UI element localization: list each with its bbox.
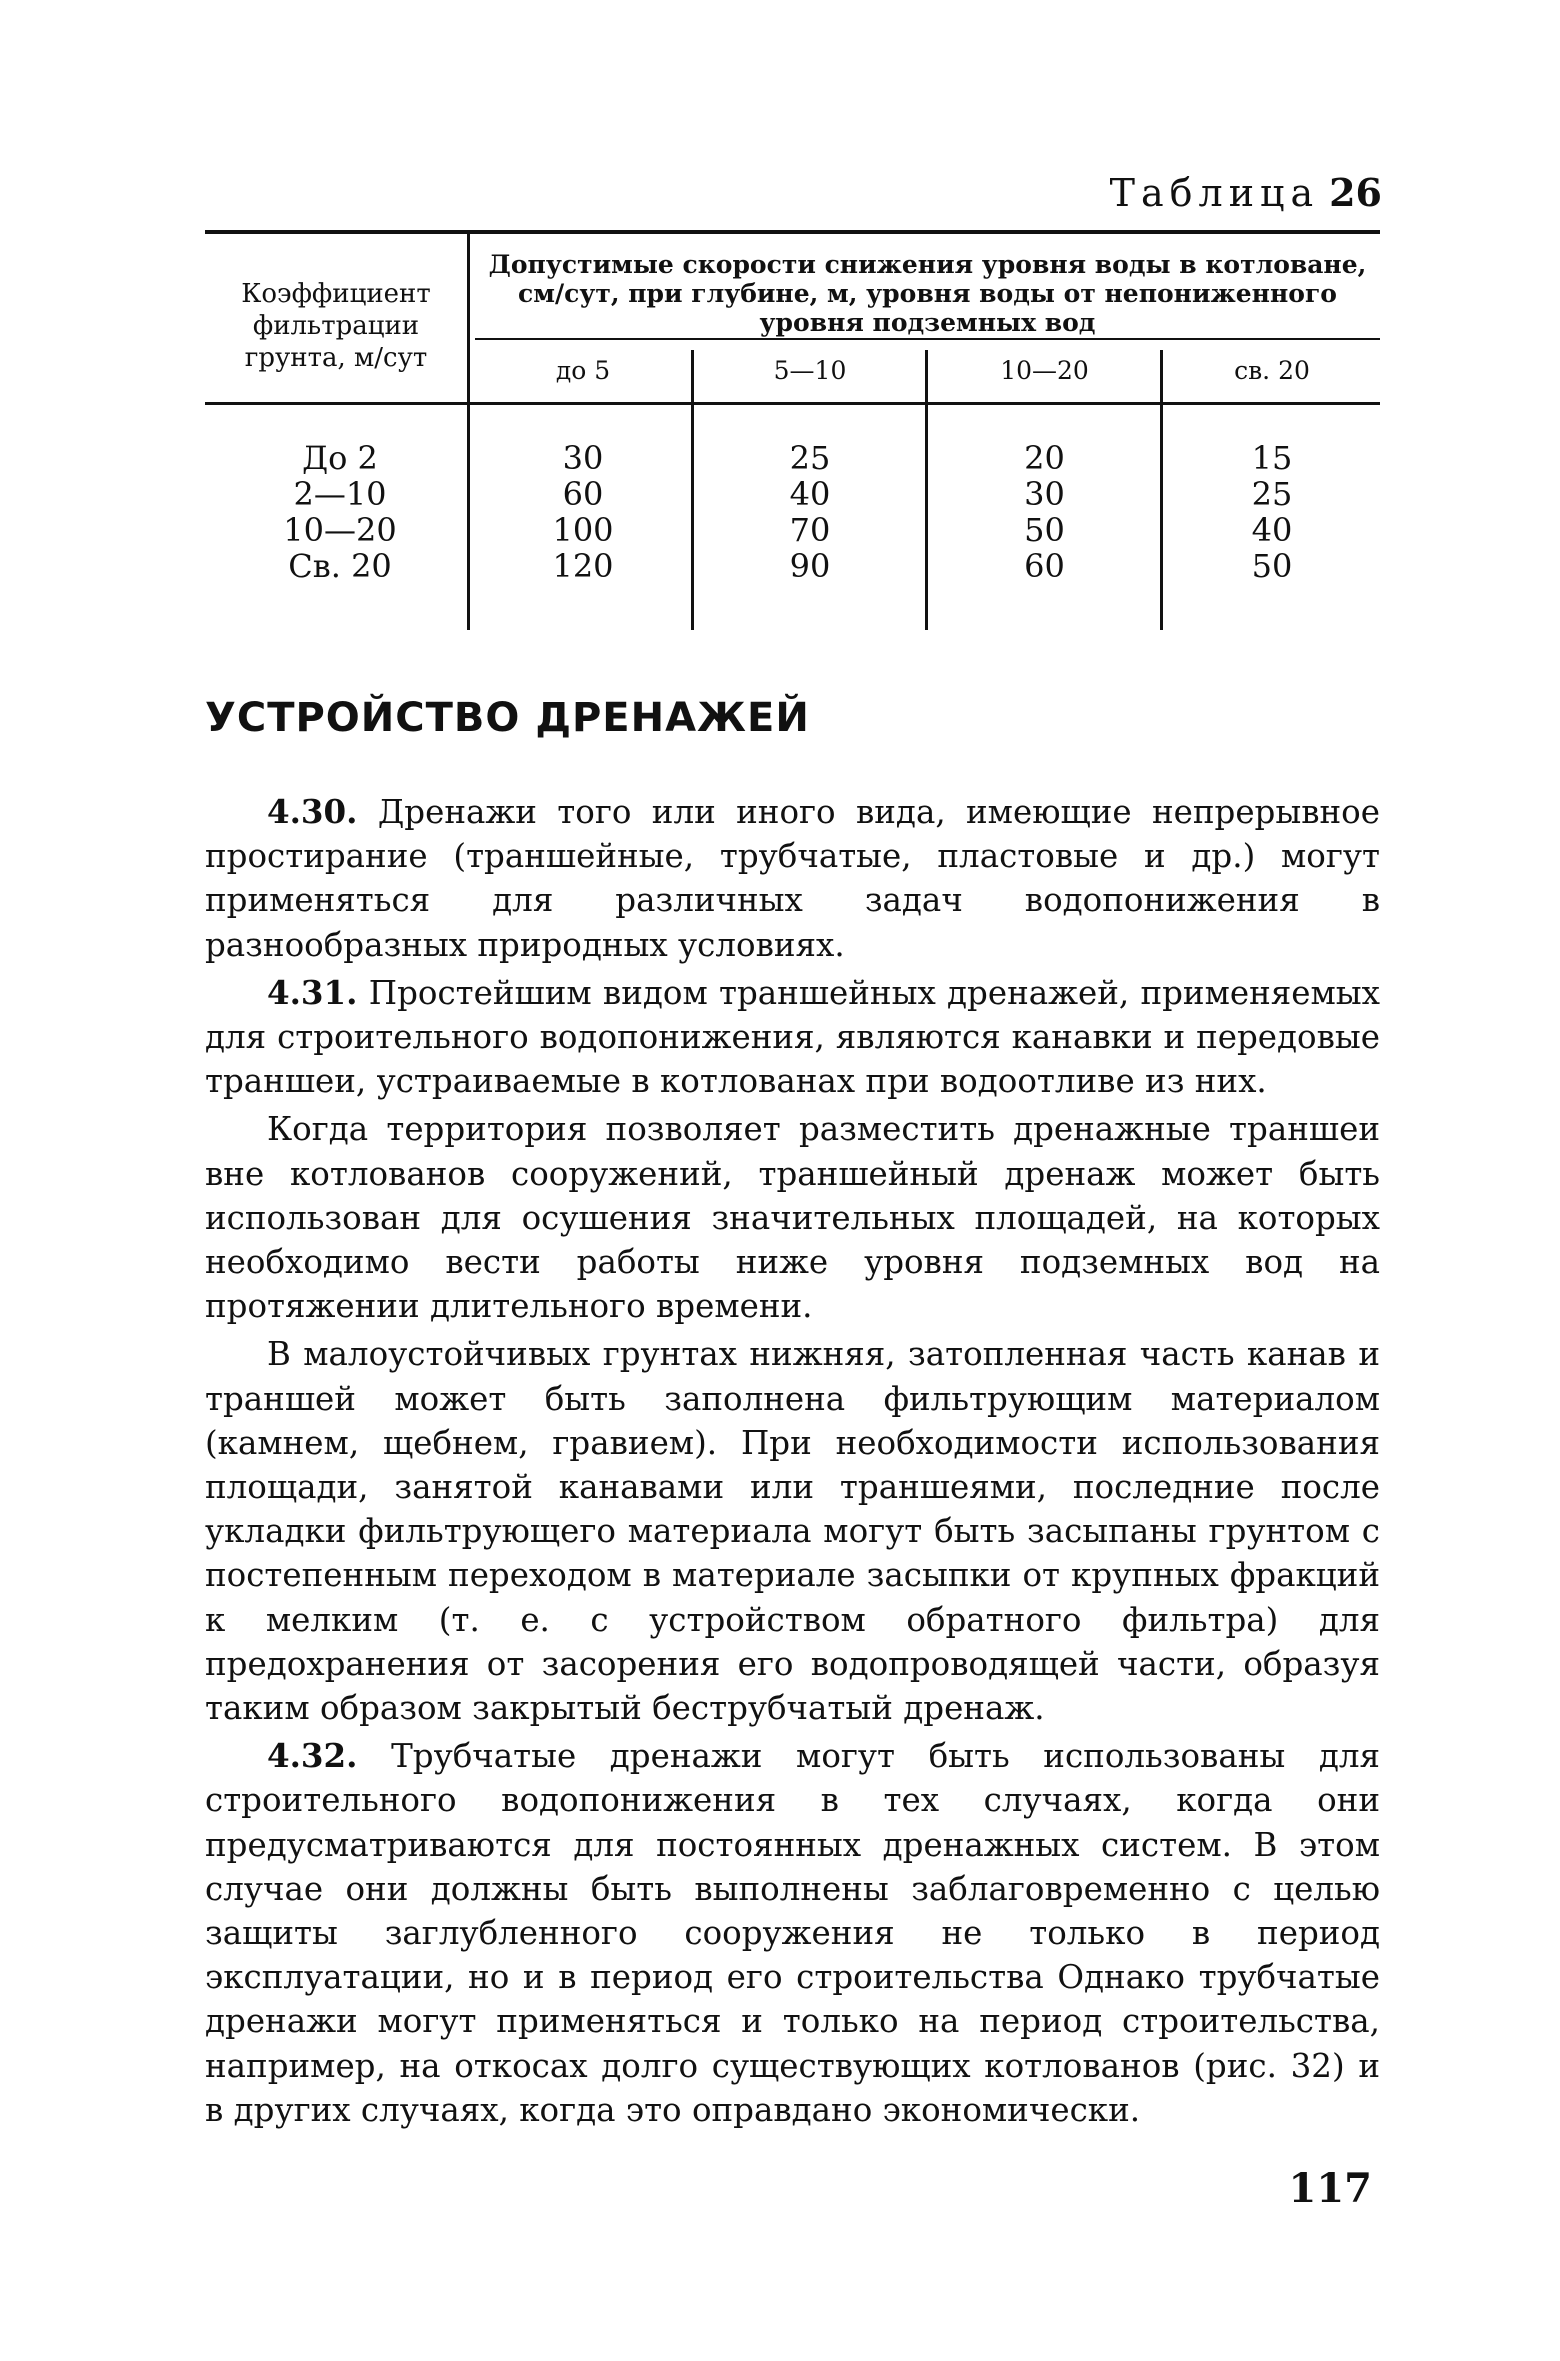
paragraph	[205, 790, 1380, 967]
table-col-divider	[925, 350, 928, 630]
table-cell: 30	[562, 439, 604, 477]
header-line: Допустимые скорости снижения уровня воды в котловане,	[488, 250, 1367, 279]
data-table	[205, 230, 1380, 630]
table-col-divider	[691, 350, 694, 630]
table-cell: 50	[1024, 511, 1065, 549]
table-caption	[1110, 170, 1382, 215]
paragraph	[205, 1107, 1380, 1328]
table-cell: 40	[1251, 511, 1293, 549]
table-col-divider	[467, 230, 470, 630]
table-cell: 100	[552, 511, 614, 549]
body-text	[205, 790, 1380, 2136]
header-line: фильтрации	[252, 311, 420, 341]
table-cell: 60	[1024, 547, 1065, 585]
paragraph-text: Трубчатые дренажи могут быть использованы для строительного водопонижения в тех случаях, когда они предусматриваются для постоянных дренажных систем. В этом случае они должны быть выполнены заблаговременно с целью защиты заглубленного сооружения не только в период эксплуатации, но и в период его строительства Однако трубчатые дренажи могут применяться и только на период строительства, например, на откосах долго существующих котлованов (рис. 32) и в других случаях, когда это оправдано экономически.	[205, 1737, 1380, 2129]
paragraph	[205, 1332, 1380, 1730]
table-caption-word: Таблица	[1109, 171, 1320, 215]
table-cell-coefficient: 10—20	[283, 511, 397, 549]
table-cell-coefficient: 2—10	[293, 475, 387, 513]
table-cell: 20	[1024, 439, 1065, 477]
section-title: УСТРОЙСТВО ДРЕНАЖЕЙ	[205, 695, 810, 741]
table-cell: 120	[552, 547, 614, 585]
paragraph-number: 4.31.	[267, 972, 358, 1012]
subheader-cell: св. 20	[1234, 356, 1310, 385]
table-col-divider	[1160, 350, 1163, 630]
paragraph	[205, 971, 1380, 1104]
paragraph-text: Простейшим видом траншейных дренажей, применяемых для строительного водопонижения, являются канавки и передовые траншеи, устраиваемые в котлованах при водоотливе из них.	[205, 973, 1380, 1101]
paragraph-text: Когда территория позволяет разместить дренажные траншеи вне котлованов сооружений, траншейный дренаж может быть использован для осушения значительных площадей, на которых необходимо вести работы ниже уровня подземных вод на протяжении длительного времени.	[205, 1110, 1380, 1326]
table-cell: 70	[789, 511, 831, 549]
table-cell: 30	[1024, 475, 1065, 513]
table-cell: 50	[1251, 547, 1293, 585]
paragraph	[205, 1734, 1380, 2132]
paragraph-number: 4.30.	[267, 792, 358, 831]
subheader-cell: 5—10	[773, 356, 847, 385]
header-line: грунта, м/сут	[244, 343, 428, 373]
paragraph-text: В малоустойчивых грунтах нижняя, затопленная часть канав и траншей может быть заполнена фильтрующим материалом (камнем, щебнем, гравием). При необходимости использования площади, занятой канавами или траншеями, последние после укладки фильтрующего материала могут быть засыпаны грунтом с постепенным переходом в материале засыпки от крупных фракций к мелким (т. е. с устройством обратного фильтра) для предохранения от засорения его водопроводящей части, образуя таким образом закрытый беструбчатый дренаж.	[205, 1335, 1380, 1728]
subheader-cell: до 5	[555, 356, 611, 385]
page-number: 117	[1288, 2165, 1372, 2212]
table-caption-number: 26	[1329, 170, 1382, 215]
table-subheader-rule	[475, 338, 1380, 340]
table-header-speeds	[475, 250, 1380, 337]
header-line: Коэффициент	[241, 279, 431, 309]
table-cell-coefficient: Св. 20	[288, 547, 392, 585]
header-line: уровня подземных вод	[759, 308, 1096, 337]
table-cell: 90	[789, 547, 831, 585]
table-cell: 25	[1251, 475, 1293, 513]
paragraph-text: Дренажи того или иного вида, имеющие непрерывное простирание (траншейные, трубчатые, пластовые и др.) могут применяться для различных задач водопонижения в разнообразных природных условиях.	[205, 793, 1380, 964]
header-line: см/сут, при глубине, м, уровня воды от непониженного	[518, 279, 1337, 308]
table-cell: 25	[789, 439, 831, 477]
subheader-cell: 10—20	[1000, 356, 1089, 385]
paragraph-number: 4.32.	[267, 1736, 358, 1776]
table-cell: 15	[1251, 439, 1293, 477]
table-cell-coefficient: До 2	[302, 439, 378, 477]
table-header-bottom-rule	[205, 402, 1380, 405]
table-cell: 60	[562, 475, 604, 513]
table-cell: 40	[789, 475, 831, 513]
table-top-rule	[205, 230, 1380, 234]
table-header-coefficient	[205, 278, 467, 374]
